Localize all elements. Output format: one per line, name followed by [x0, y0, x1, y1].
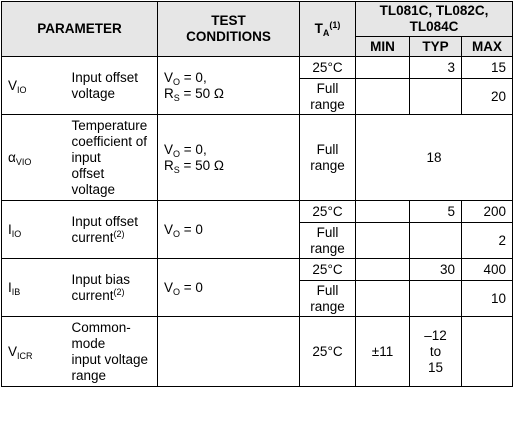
param-name-vio: Input offset voltage	[70, 57, 158, 115]
min-cell	[356, 57, 410, 79]
test-conditions-header: TEST CONDITIONS	[158, 2, 300, 57]
param-name-iio: Input offset current$^{(2)}$	[70, 201, 158, 259]
ta-cell: Full range	[300, 223, 356, 259]
param-name-avio: Temperature coefficient of input offset voltage	[70, 115, 158, 201]
max-cell: 400	[462, 259, 513, 281]
max-cell: 2	[462, 223, 513, 259]
footnote-ref: (1)	[329, 20, 341, 30]
table-row	[2, 317, 513, 387]
condition-vicr	[158, 317, 300, 387]
symbol-iib: $I_{IB}$	[2, 259, 70, 317]
min-cell	[356, 281, 410, 317]
param-name-iib: Input bias current$^{(2)}$	[70, 259, 158, 317]
max-cell: 15	[462, 57, 513, 79]
ta-cell: 25°C	[300, 201, 356, 223]
ta-cell: Full range	[300, 281, 356, 317]
typ-cell: 18	[356, 115, 513, 201]
symbol-vicr: $V_{ICR}$	[2, 317, 70, 387]
parameter-header: PARAMETER	[2, 2, 158, 57]
min-cell	[356, 259, 410, 281]
condition-iio: $V_O = 0$	[158, 201, 300, 259]
min-cell	[356, 79, 410, 115]
ta-cell: 25°C	[300, 57, 356, 79]
typ-cell	[410, 79, 462, 115]
max-cell: 10	[462, 281, 513, 317]
typ-cell: 3	[410, 57, 462, 79]
typ-header: TYP	[410, 37, 462, 57]
table-row	[2, 259, 513, 281]
device-group-header: TL081C, TL082C, TL084C	[356, 2, 513, 37]
ta-cell: 25°C	[300, 317, 356, 387]
param-name-vicr: Common- mode input voltage range	[70, 317, 158, 387]
electrical-characteristics-table	[1, 1, 513, 387]
symbol-vio: $V_{IO}$	[2, 57, 70, 115]
min-cell	[356, 201, 410, 223]
table-row	[2, 115, 513, 201]
ta-cell: 25°C	[300, 259, 356, 281]
table-row	[2, 57, 513, 79]
max-cell	[462, 317, 513, 387]
ta-cell: Full range	[300, 79, 356, 115]
footnote-ref: (2)	[113, 228, 125, 239]
typ-cell: –12 to 15	[410, 317, 462, 387]
condition-vio: $V_O = 0$, $R_S = 50$ Ω	[158, 57, 300, 115]
symbol-iio: $I_{IO}$	[2, 201, 70, 259]
ta-header: $T_A^{(1)}$	[300, 2, 356, 57]
min-cell	[356, 223, 410, 259]
max-cell: 20	[462, 79, 513, 115]
footnote-ref: (2)	[113, 286, 125, 297]
typ-cell: 30	[410, 259, 462, 281]
typ-cell: 5	[410, 201, 462, 223]
typ-cell	[410, 223, 462, 259]
max-header: MAX	[462, 37, 513, 57]
condition-avio: $V_O = 0$, $R_S = 50$ Ω	[158, 115, 300, 201]
ta-cell: Full range	[300, 115, 356, 201]
max-cell: 200	[462, 201, 513, 223]
table-row	[2, 201, 513, 223]
min-header: MIN	[356, 37, 410, 57]
typ-cell	[410, 281, 462, 317]
condition-iib: $V_O = 0$	[158, 259, 300, 317]
min-cell: ±11	[356, 317, 410, 387]
symbol-avio: $\alpha_{VIO}$	[2, 115, 70, 201]
